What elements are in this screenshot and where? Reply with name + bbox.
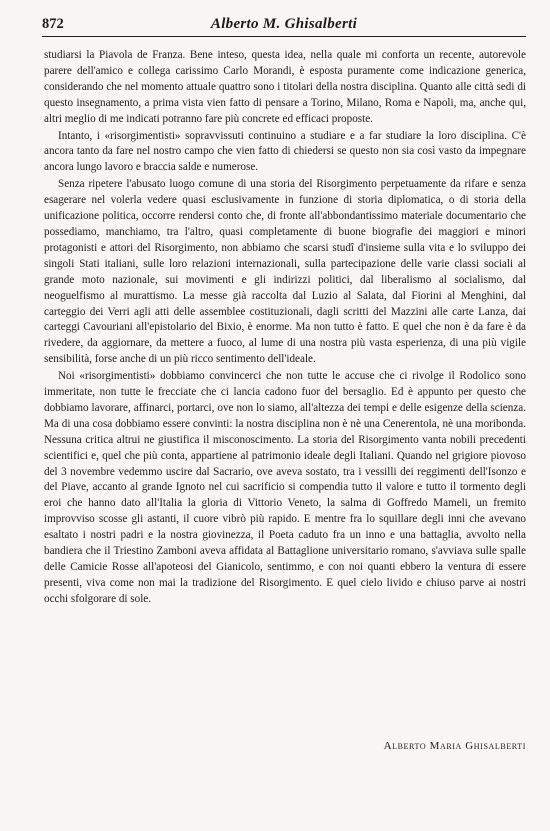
- body-text: [44, 48, 526, 608]
- paragraph: Noi «risorgimentisti» dobbiamo convincerci che non tutte le accuse che ci rivolge il Rodolico sono immeritate, non tutte le frecciate che ci lancia cadono fuor del bersaglio. Ed è appunto per questo che dobbiamo lavorare, affinarci, portarci, ove non lo siamo, all'altezza dei tempi e delle esigenze della scienza. Ma di una cosa dobbiamo essere convinti: la nostra disciplina non è nè una Cenerentola, nè una moribonda. Nessuna critica altrui ne giustifica il misconoscimento. La storia del Risorgimento vanta nobili precedenti scientifici e, quel che più conta, appartiene al patrimonio ideale degli Italiani. Quando nel grigiore piovoso del 3 novembre vedemmo uscire dal Sacrario, ove aveva sostato, tra i vessilli dei reggimenti dell'Isonzo e del Piave, accanto al grande Ignoto nel cui sacrificio si compendia tutto il valore e tutto il tormento degli eroi che hanno dato all'Italia la gloria di Vittorio Veneto, la salma di Goffredo Mameli, un fremito improvviso scosse gli astanti, il cuore vibrò più rapido. E mentre fra lo squillare degli inni che avevano esaltato i nostri padri e la nostra giovinezza, il Poeta caduto fra un inno e una battaglia, avvolto nella bandiera che il Triestino Zamboni aveva affidata al Battaglione universitario romano, s'avviava sulle spalle delle Camicie Rosse all'apoteosi del Gianicolo, sentimmo, e con noi quanti ebbero la ventura di essere presenti, viva come non mai la tradizione del Risorgimento. E quel cielo livido e chiuso parve ai nostri occhi sfolgorare di sole.: [44, 370, 526, 605]
- paragraph-continued: studiarsi la Piavola de Franza. Bene inteso, questa idea, nella quale mi conforta un recente, autorevole parere dell'amico e collega carissimo Carlo Morandi, è esposta puramente come indicazione generica, considerando che nel momento attuale quattro sono i titolari della nostra disciplina. Quanto alle città sedi di questo insegnamento, a prima vista vien fatto di pensare a Torino, Milano, Roma e Napoli, ma, anche qui, altri meglio di me indicati potranno fare più concrete ed efficaci proposte.: [44, 49, 526, 125]
- page-header: [42, 14, 526, 37]
- paragraph: Intanto, i «risorgimentisti» sopravvissuti continuino a studiare e a far studiare la loro disciplina. C'è ancora tanto da fare nel nostro campo che vien fatto di chiedersi se questo non sia così vasto da impegnare ancora lungo lavoro e braccia salde e numerose.: [44, 129, 526, 174]
- author-signature: Alberto Maria Ghisalberti: [383, 740, 526, 752]
- paragraph: Senza ripetere l'abusato luogo comune di una storia del Risorgimento perpetuamente da rifare e senza esagerare nel volerla vedere quasi esclusivamente in funzione di storia diplomatica, o di storia della unificazione politica, occorre rendersi conto che, di fronte all'abbondantissimo materiale documentario che possediamo, manchiamo, tra l'altro, quasi completamente di buone biografie dei maggiori e minori protagonisti e attori del Risorgimento, non abbiamo che scarsi studî d'insieme sulla vita e lo sviluppo dei singoli Stati italiani, sulle loro relazioni internazionali, sulla partecipazione delle varie classi sociali al grande moto nazionale, sui movimenti e gli indirizzi politici, dal liberalismo al socialismo, dal neoguelfismo al murattismo. La messe già raccolta dal Luzio al Salata, dal Fiorini al Menghini, dal carteggio dei Verri agli atti delle assemblee costituzionali, dagli scritti del Mazzini alle carte Lanza, dai carteggi Cavouriani all'epistolario del Bixio, è enorme. Ma non tutto è fatto. E quel che non è da fare è da rivedere, da aggiornare, da mettere a fuoco, al lume di una nostra più vasta esperienza, di una più vigile sensibilità, forse anche di un più ricco sentimento dell'ideale.: [44, 178, 526, 366]
- running-title: Alberto M. Ghisalberti: [210, 16, 358, 32]
- page-number: 872: [42, 16, 64, 32]
